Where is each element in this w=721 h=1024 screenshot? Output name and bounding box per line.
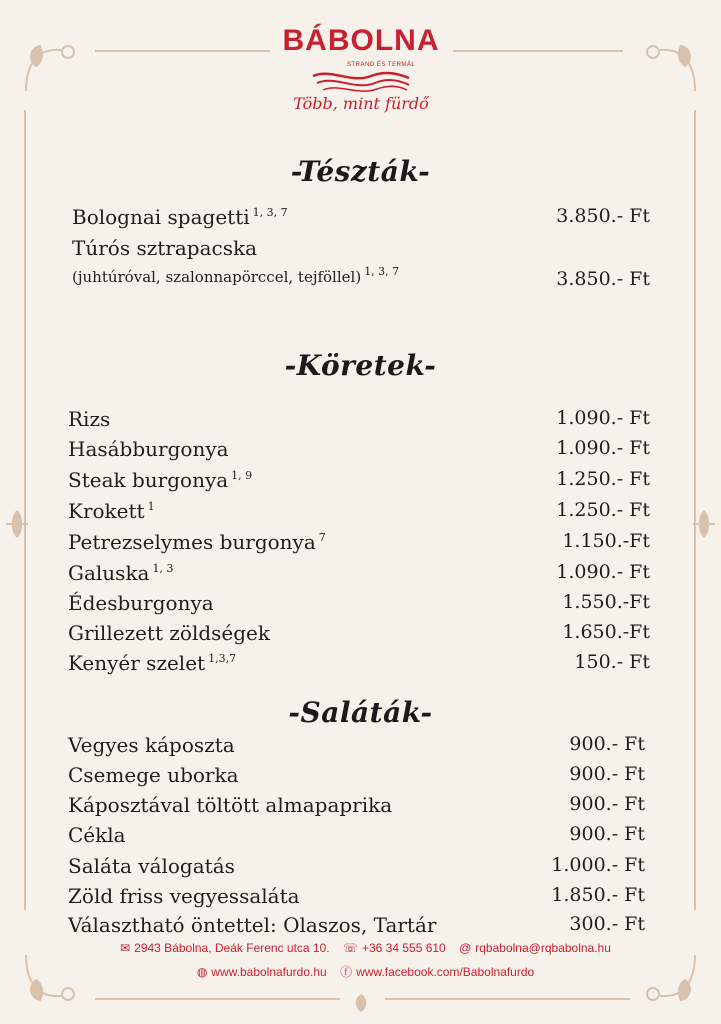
item-price: 3.850.- Ft (556, 205, 650, 227)
item-note: (juhtúróval, szalonnapörccel, tejföllel) $^{1, 3, 7}$ (72, 265, 400, 286)
item-price: 1.250.- Ft (556, 468, 650, 490)
item-name: Saláta válogatás (68, 854, 235, 878)
menu-item (68, 763, 645, 791)
corner-ornament-top-left (16, 36, 96, 96)
item-name: Édesburgonya (68, 591, 214, 615)
item-name: Grillezett zöldségek (68, 621, 271, 645)
item-price: 3.850.- Ft (556, 268, 650, 290)
item-name: Káposztával töltött almapaprika (68, 793, 393, 817)
item-name: Petrezselymes burgonya $^7$ (68, 530, 326, 554)
facebook-icon: ⓕ (340, 965, 353, 979)
frame-bottom-right-line (385, 998, 630, 1000)
frame-top-left-line (95, 50, 270, 52)
corner-ornament-top-right (625, 36, 705, 96)
footer-email[interactable]: rqbabolna@rqbabolna.hu (475, 941, 611, 955)
section-title-pasta: -Tészták- (290, 155, 431, 188)
footer-web-line (0, 963, 721, 980)
item-name: Zöld friss vegyessaláta (68, 884, 300, 908)
section-title-sides: -Köretek- (284, 349, 437, 382)
item-name: Vegyes káposzta (68, 733, 235, 757)
item-name: Csemege uborka (68, 763, 239, 787)
menu-item (72, 205, 650, 233)
item-price: 1.650.-Ft (562, 621, 650, 643)
allergen-codes: 1, 9 (231, 469, 253, 482)
footer-website[interactable]: www.babolnafurdo.hu (211, 965, 327, 979)
phone-icon: ☏ (342, 941, 358, 955)
item-price: 1.150.-Ft (562, 530, 650, 552)
menu-item (68, 884, 645, 912)
logo-waves-icon (311, 68, 411, 94)
item-price: 1.550.-Ft (562, 591, 650, 613)
footer-contact-line (0, 941, 721, 955)
item-name: Galuska $^{1, 3}$ (68, 561, 174, 585)
item-price: 1.850.- Ft (551, 884, 645, 906)
menu-item (68, 913, 645, 941)
mail-icon: ✉ (120, 941, 131, 955)
menu-item (68, 499, 650, 527)
corner-ornament-bottom-left (16, 950, 96, 1010)
logo-subtitle: STRAND ÉS TERMÁL (347, 62, 416, 68)
item-name: Bolognai spagetti $^{1, 3, 7}$ (72, 205, 288, 229)
logo-name: BÁBOLNA (282, 24, 440, 57)
allergen-codes: 1, 3, 7 (364, 265, 400, 278)
menu-item (68, 407, 650, 435)
section-title-salads: -Saláták- (288, 696, 433, 729)
allergen-codes: 1, 3 (152, 562, 174, 575)
item-name: Cékla (68, 823, 126, 847)
side-ornament-left (4, 506, 30, 542)
item-name: Kenyér szelet $^{1,3,7}$ (68, 651, 237, 675)
item-price: 1.090.- Ft (556, 407, 650, 429)
item-price: 1.250.- Ft (556, 499, 650, 521)
menu-item (68, 468, 650, 496)
menu-item (68, 437, 650, 465)
globe-icon: ◍ (196, 965, 208, 979)
item-name: Hasábburgonya (68, 437, 229, 461)
footer-phone[interactable]: +36 34 555 610 (361, 941, 446, 955)
menu-item (68, 651, 650, 679)
item-price: 900.- Ft (569, 733, 645, 755)
menu-item (68, 793, 645, 821)
item-name: Rizs (68, 407, 111, 431)
menu-item (72, 236, 650, 264)
item-price: 900.- Ft (569, 763, 645, 785)
item-price: 900.- Ft (569, 823, 645, 845)
footer-address: 2943 Bábolna, Deák Ferenc utca 10. (134, 941, 330, 955)
footer-facebook[interactable]: www.facebook.com/Babolnafurdo (356, 965, 535, 979)
item-price: 1.090.- Ft (556, 437, 650, 459)
item-name: Steak burgonya $^{1, 9}$ (68, 468, 253, 492)
allergen-codes: 1, 3, 7 (252, 206, 288, 219)
item-price: 900.- Ft (569, 793, 645, 815)
menu-item (68, 823, 645, 851)
allergen-codes: 7 (318, 531, 326, 544)
frame-bottom-left-line (95, 998, 340, 1000)
menu-item (68, 854, 645, 882)
item-name: Választható öntettel: Olaszos, Tartár (68, 913, 437, 937)
babolna-logo (281, 24, 441, 124)
logo-tagline: Több, mint fürdő (293, 94, 429, 113)
allergen-codes: 1 (147, 500, 155, 513)
item-name: Túrós sztrapacska (72, 236, 257, 260)
menu-item (68, 561, 650, 589)
at-icon: @ (459, 941, 472, 955)
menu-item (68, 621, 650, 649)
item-price: 1.000.- Ft (551, 854, 645, 876)
menu-item (68, 530, 650, 558)
menu-item (68, 733, 645, 761)
corner-ornament-bottom-right (625, 950, 705, 1010)
menu-item-price-row (72, 268, 650, 296)
side-ornament-right (691, 506, 717, 542)
allergen-codes: 1,3,7 (208, 652, 237, 665)
item-price: 300.- Ft (569, 913, 645, 935)
frame-top-right-line (453, 50, 623, 52)
item-price: 150.- Ft (574, 651, 650, 673)
item-name: Krokett $^1$ (68, 499, 155, 523)
item-price: 1.090.- Ft (556, 561, 650, 583)
menu-item (68, 591, 650, 619)
bottom-center-ornament (346, 992, 376, 1014)
